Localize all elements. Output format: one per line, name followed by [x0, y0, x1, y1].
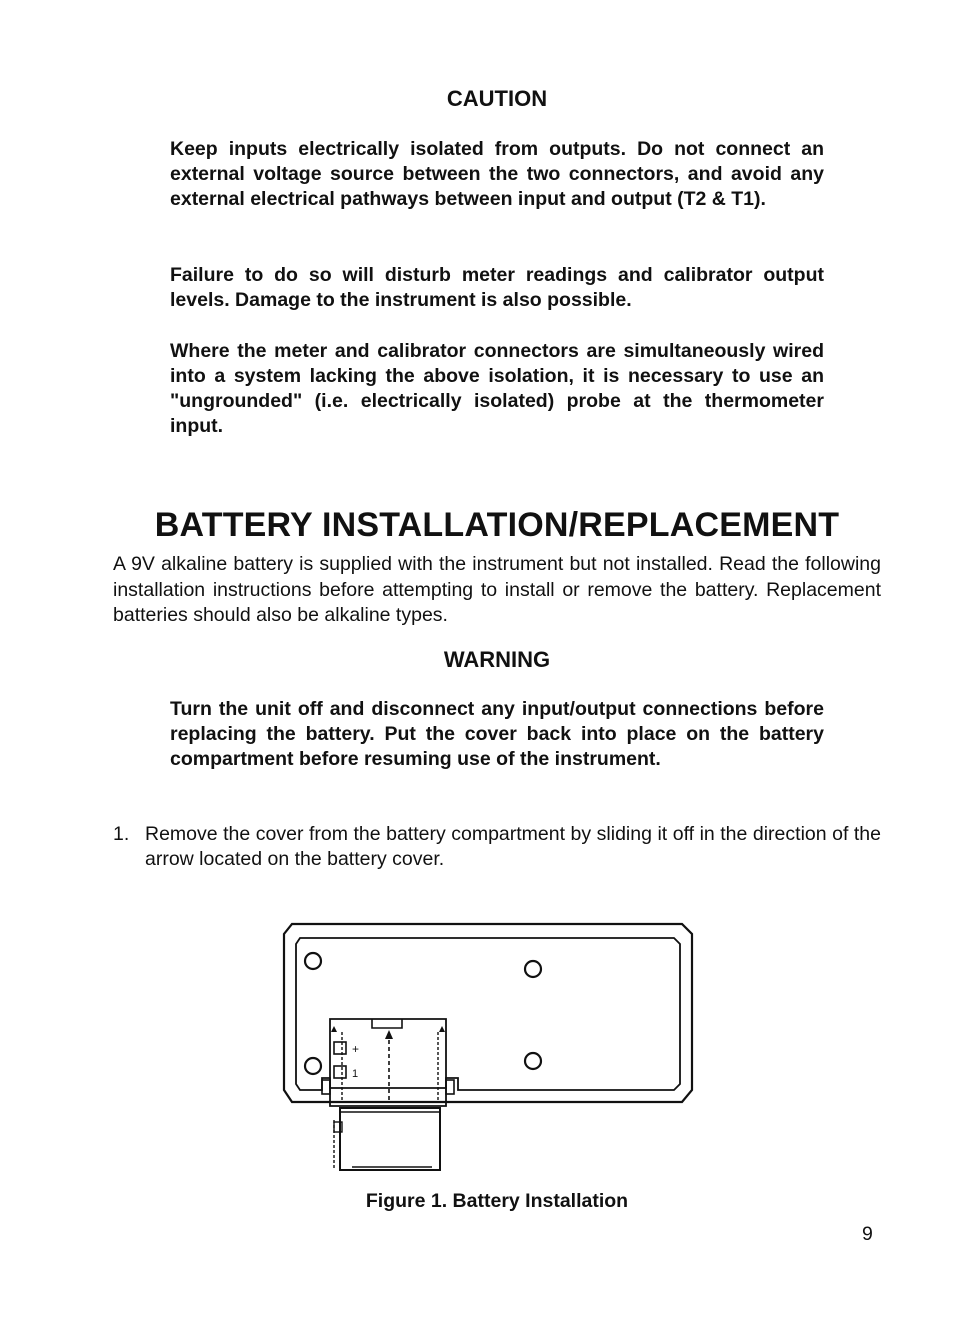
page-number: 9: [862, 1223, 873, 1245]
battery-installation-diagram: [282, 920, 696, 1172]
caution-text: Keep inputs electrically isolated from outputs. Do not connect an external voltage source between the two connectors, and avoid any external electrical pathways between input and output (T2 & T1).: [170, 138, 824, 210]
intro-paragraph: A 9V alkaline battery is supplied with the instrument but not installed. Read the following installation instructions before attempting to install or remove the battery. Replacement batteries should also be alkaline types.: [113, 553, 881, 626]
battery-compartment: [330, 1019, 446, 1106]
battery-cover: [340, 1108, 440, 1170]
warning-paragraph: [170, 697, 824, 772]
figure-caption: Figure 1. Battery Installation: [365, 1190, 629, 1212]
caution-paragraph-3: [170, 339, 824, 439]
screw-hole: [525, 1053, 541, 1069]
minus-label: 1: [352, 1068, 359, 1080]
battery-terminal-plus: [334, 1042, 346, 1054]
caution-paragraph-1: [170, 137, 824, 212]
step-number: 1.: [113, 823, 130, 845]
screw-hole: [525, 961, 541, 977]
caution-text: Where the meter and calibrator connectors are simultaneously wired into a system lacking the above isolation, it is necessary to use an "ungrounded" (i.e. electrically isolated) probe at the thermometer input.: [170, 340, 824, 437]
step-text: Remove the cover from the battery compartment by sliding it off in the direction of the arrow located on the battery cover.: [145, 823, 881, 870]
warning-title: WARNING: [443, 647, 551, 672]
caution-paragraph-2: [170, 263, 824, 313]
battery-terminal-minus: [334, 1066, 346, 1078]
caution-title: CAUTION: [446, 86, 548, 111]
warning-text: Turn the unit off and disconnect any input/output connections before replacing the battery. Put the cover back into place on the battery compartment before resuming use of the instrument.: [170, 698, 824, 770]
section-title: BATTERY INSTALLATION/REPLACEMENT: [154, 506, 840, 544]
plus-label: +: [352, 1042, 360, 1056]
screw-hole: [305, 1058, 321, 1074]
caution-text: Failure to do so will disturb meter readings and calibrator output levels. Damage to the instrument is also possible.: [170, 264, 824, 311]
screw-hole: [305, 953, 321, 969]
step-item: [113, 822, 881, 872]
